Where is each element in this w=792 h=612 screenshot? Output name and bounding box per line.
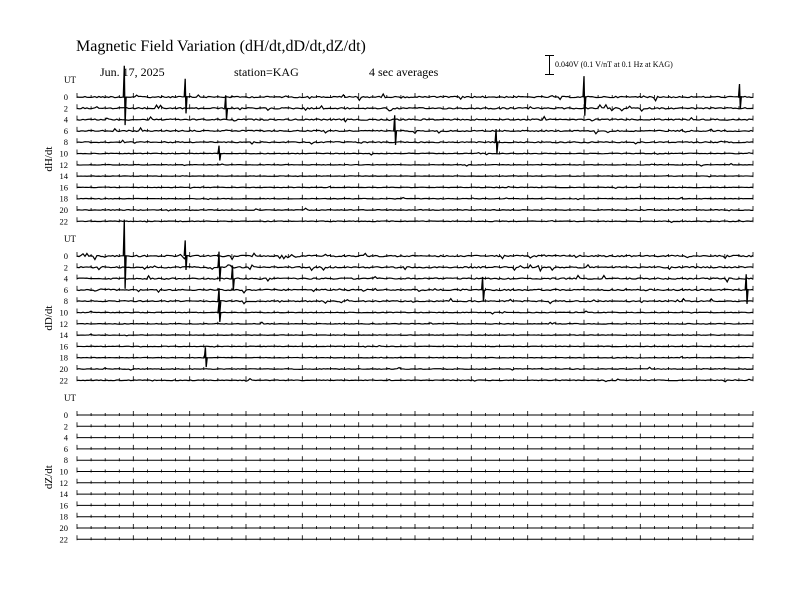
row-label-2: 2 (63, 103, 68, 114)
station-label: station=KAG (234, 65, 299, 79)
row-label-8: 8 (63, 455, 68, 466)
panel-ylabel: dZ/dt (43, 465, 55, 490)
event-spike (123, 66, 126, 125)
panel-dZ-dt (43, 393, 753, 544)
row-label-2: 2 (63, 262, 68, 273)
row-label-4: 4 (63, 114, 68, 125)
row-label-10: 10 (59, 148, 68, 159)
row-label-6: 6 (63, 443, 68, 454)
row-label-14: 14 (59, 171, 68, 182)
row-label-4: 4 (63, 273, 68, 284)
row-label-12: 12 (59, 477, 68, 488)
row-label-8: 8 (63, 137, 68, 148)
trace-row-18 (77, 357, 753, 359)
panel-ylabel: dD/dt (43, 305, 55, 331)
row-label-18: 18 (59, 193, 68, 204)
row-label-16: 16 (59, 182, 68, 193)
row-label-12: 12 (59, 318, 68, 329)
row-label-22: 22 (59, 375, 68, 386)
row-label-6: 6 (63, 125, 68, 136)
event-spike (583, 76, 586, 116)
date-label: Jun. 17, 2025 (100, 65, 165, 79)
row-label-18: 18 (59, 352, 68, 363)
panel-dD-dt (43, 220, 753, 386)
row-label-12: 12 (59, 159, 68, 170)
panel-dH-dt (43, 66, 753, 227)
event-spike (482, 277, 485, 302)
row-label-6: 6 (63, 284, 68, 295)
row-label-20: 20 (59, 364, 68, 374)
row-label-10: 10 (59, 307, 68, 318)
event-spike (232, 266, 235, 291)
event-spike (225, 95, 228, 120)
trace-row-10 (77, 153, 753, 155)
chart-title: Magnetic Field Variation (dH/dt,dD/dt,dZ/dt) (76, 38, 366, 55)
row-label-2: 2 (63, 421, 68, 432)
ut-label: UT (64, 234, 76, 244)
scale-label: 0.040V (0.1 V/nT at 0.1 Hz at KAG) (555, 60, 673, 69)
row-label-20: 20 (59, 205, 68, 215)
ut-label: UT (64, 393, 76, 403)
row-label-22: 22 (59, 216, 68, 227)
row-label-22: 22 (59, 534, 68, 545)
panel-ylabel: dH/dt (43, 146, 55, 172)
row-label-14: 14 (59, 489, 68, 500)
row-label-16: 16 (59, 341, 68, 352)
row-label-0: 0 (63, 410, 68, 420)
row-label-0: 0 (63, 251, 68, 261)
row-label-20: 20 (59, 523, 68, 533)
ut-label: UT (64, 75, 76, 85)
row-label-18: 18 (59, 511, 68, 522)
row-label-4: 4 (63, 432, 68, 443)
row-label-16: 16 (59, 500, 68, 511)
row-label-8: 8 (63, 296, 68, 307)
row-label-14: 14 (59, 330, 68, 341)
row-label-10: 10 (59, 466, 68, 477)
row-label-0: 0 (63, 92, 68, 102)
averaging-label: 4 sec averages (369, 65, 439, 79)
